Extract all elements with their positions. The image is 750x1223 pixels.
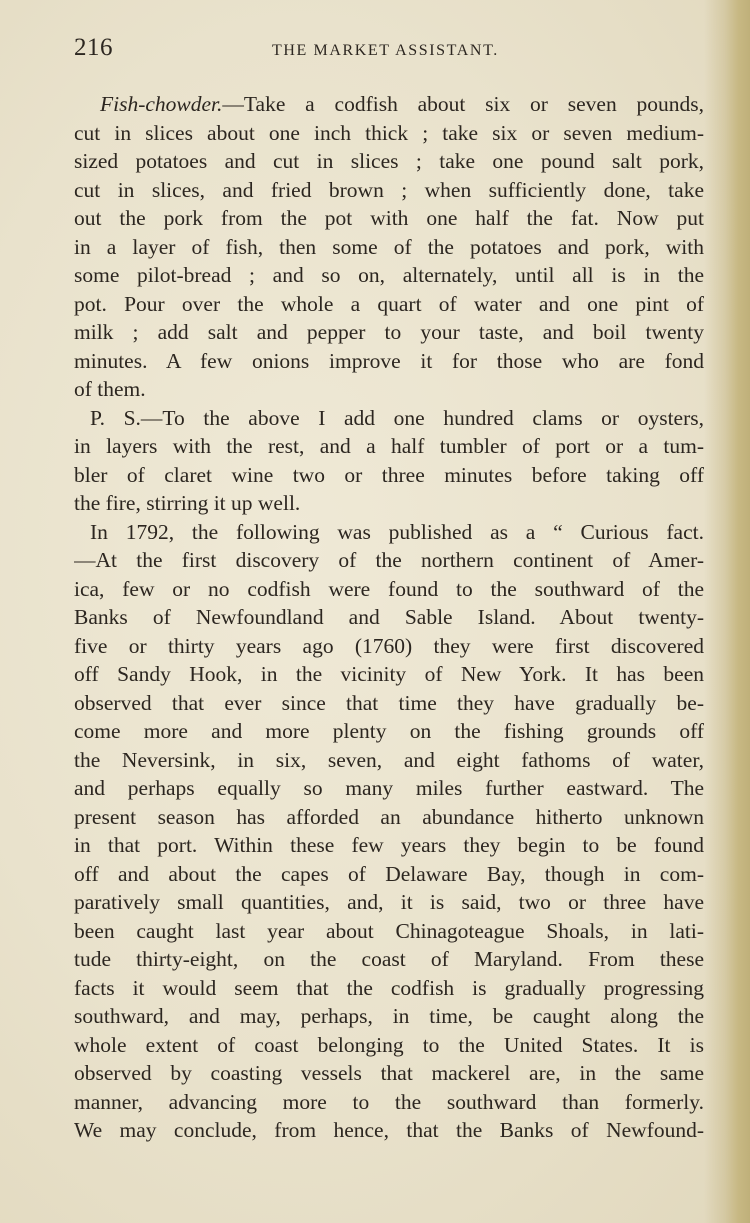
page-gutter-shadow — [704, 0, 750, 1223]
text-line: out the pork from the pot with one half the fat. Now put — [74, 206, 704, 230]
text-line: some pilot-bread ; and so on, alternately, until all is in the — [74, 263, 704, 287]
text-line: Banks of Newfoundland and Sable Island. About twenty- — [74, 605, 704, 629]
text-line: of them. — [74, 377, 146, 401]
text-line: been caught last year about Chinagoteague Shoals, in lati- — [74, 918, 704, 943]
recipe-title: Fish-chowder. — [100, 92, 223, 116]
text-line: minutes. A few onions improve it for those who are fond — [74, 348, 704, 373]
text-line: —At the first discovery of the northern continent of Amer- — [74, 548, 704, 572]
text-line: in a layer of fish, then some of the potatoes and pork, with — [74, 234, 704, 259]
text-line: in that port. Within these few years they begin to be found — [74, 833, 704, 857]
text-line: cut in slices, and fried brown ; when sufficiently done, take — [74, 177, 704, 202]
text-line: and perhaps equally so many miles further eastward. The — [74, 776, 704, 800]
text-line: the Neversink, in six, seven, and eight fathoms of water, — [74, 747, 704, 772]
text-line: bler of claret wine two or three minutes before taking off — [74, 462, 704, 487]
text-line: come more and more plenty on the fishing grounds off — [74, 719, 704, 743]
text-line: off and about the capes of Delaware Bay, though in com- — [74, 861, 704, 886]
text-line: Fish-chowder.—Take a codfish about six or seven pounds, — [100, 92, 704, 116]
text-line: in layers with the rest, and a half tumbler of port or a tum- — [74, 434, 704, 458]
text-line: facts it would seem that the codfish is gradually progressing — [74, 975, 704, 1000]
text-line: manner, advancing more to the southward than formerly. — [74, 1089, 704, 1114]
text-line: observed by coasting vessels that mackerel are, in the same — [74, 1061, 704, 1085]
text-line: tude thirty-eight, on the coast of Maryland. From these — [74, 947, 704, 971]
text-line: sized potatoes and cut in slices ; take one pound salt pork, — [74, 149, 704, 173]
text-line: five or thirty years ago (1760) they were first discovered — [74, 633, 704, 658]
page-header — [74, 34, 704, 68]
text-line: present season has afforded an abundance hitherto unknown — [74, 804, 704, 829]
text-line: In 1792, the following was published as a “ Curious fact. — [90, 519, 704, 544]
text-line: ica, few or no codfish were found to the southward of the — [74, 576, 704, 601]
text-line: observed that ever since that time they have gradually be- — [74, 690, 704, 715]
body-text — [74, 90, 704, 1145]
text-line: pot. Pour over the whole a quart of water and one pint of — [74, 291, 704, 316]
running-head: THE MARKET ASSISTANT. — [272, 42, 499, 59]
text-line: paratively small quantities, and, it is said, two or three have — [74, 890, 704, 914]
page-number: 216 — [74, 34, 113, 61]
text-line: cut in slices about one inch thick ; take six or seven medium- — [74, 120, 704, 145]
text-line: milk ; add salt and pepper to your taste, and boil twenty — [74, 320, 704, 344]
text-line: whole extent of coast belonging to the United States. It is — [74, 1032, 704, 1057]
text-line: off Sandy Hook, in the vicinity of New York. It has been — [74, 662, 704, 686]
text-line: We may conclude, from hence, that the Banks of Newfound- — [74, 1118, 704, 1142]
text-line: the fire, stirring it up well. — [74, 491, 301, 515]
text-line: southward, and may, perhaps, in time, be caught along the — [74, 1004, 704, 1028]
text-line: P. S.—To the above I add one hundred clams or oysters, — [90, 405, 704, 430]
